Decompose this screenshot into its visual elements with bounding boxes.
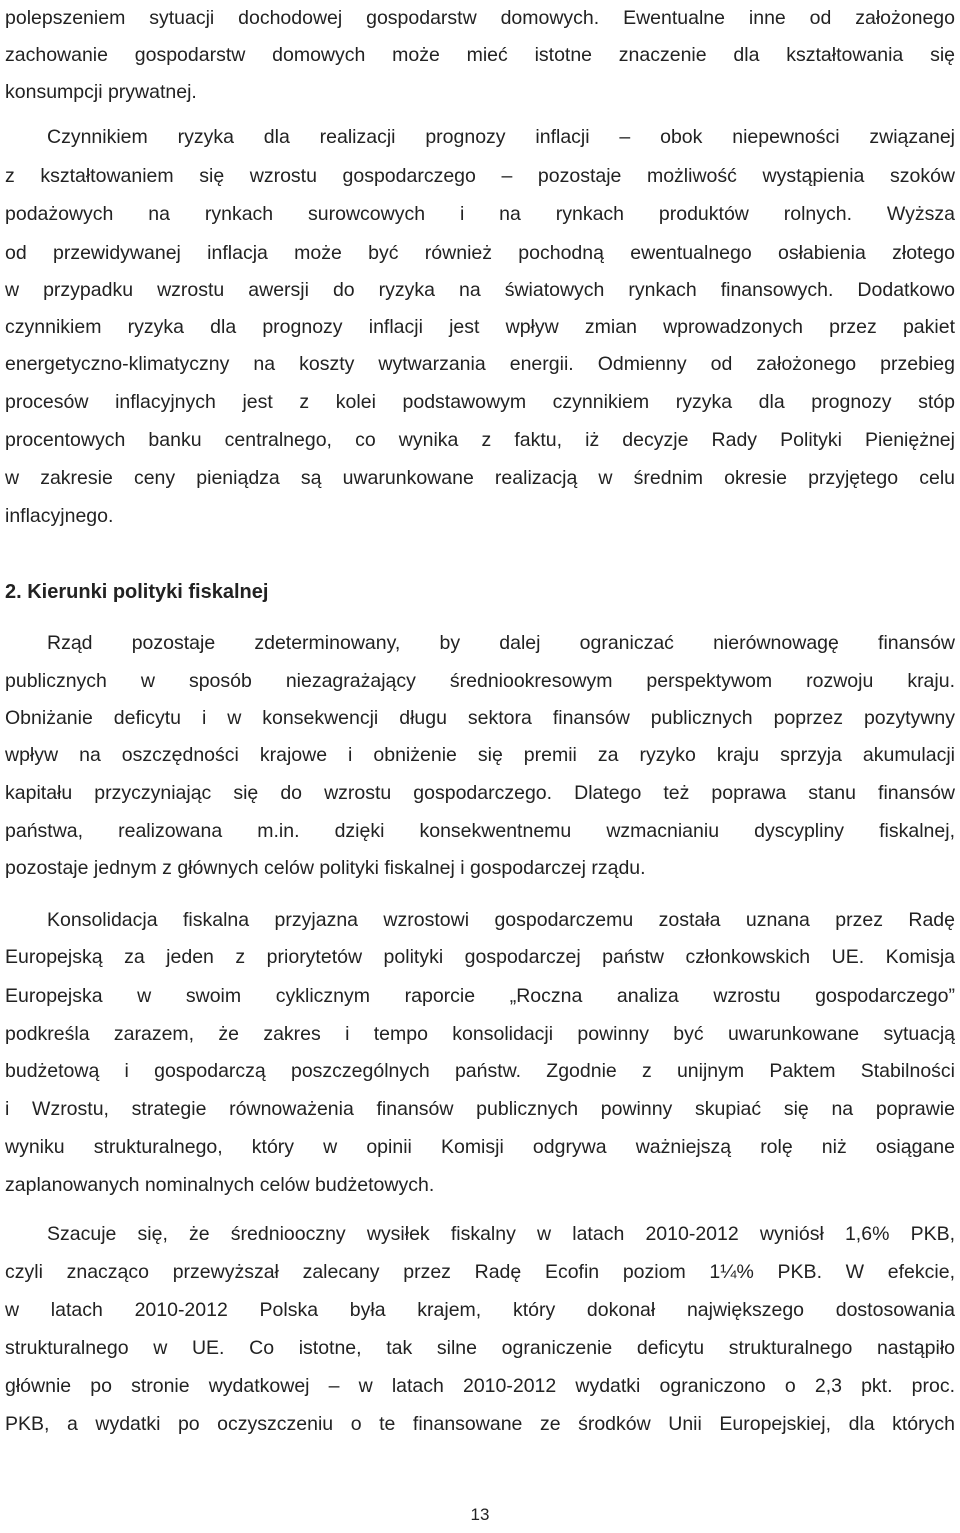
text-line: i Wzrostu, strategie równoważenia finansów publicznych powinny skupiać się na poprawie [5, 1098, 955, 1120]
text-line: Czynnikiem ryzyka dla realizacji prognozy inflacji – obok niepewności związanej [47, 126, 955, 148]
text-line: procesów inflacyjnych jest z kolei podstawowym czynnikiem ryzyka dla prognozy stóp [5, 391, 955, 413]
text-line: procentowych banku centralnego, co wynika z faktu, iż decyzje Rady Polityki Pieniężnej [5, 429, 955, 451]
text-line: Konsolidacja fiskalna przyjazna wzrostowi gospodarczemu została uznana przez Radę [47, 909, 955, 931]
text-line: Obniżanie deficytu i w konsekwencji długu sektora finansów publicznych poprzez pozytywny [5, 707, 955, 729]
text-line: strukturalnego w UE. Co istotne, tak silne ograniczenie deficytu strukturalnego nastąpiło [5, 1337, 955, 1359]
page-number: 13 [470, 1505, 490, 1524]
text-line: Szacuje się, że średniooczny wysiłek fiskalny w latach 2010-2012 wyniósł 1,6% PKB, [47, 1223, 955, 1245]
text-line: zaplanowanych nominalnych celów budżetowych. [5, 1174, 435, 1196]
text-line: czyli znacząco przewyższał zalecany przez Radę Ecofin poziom 1¼% PKB. W efekcie, [5, 1261, 955, 1283]
text-line: energetyczno-klimatyczny na koszty wytwarzania energii. Odmienny od założonego przebieg [5, 353, 955, 375]
text-line: podażowych na rynkach surowcowych i na rynkach produktów rolnych. Wyższa [5, 203, 955, 225]
text-line: w latach 2010-2012 Polska była krajem, który dokonał największego dostosowania [5, 1299, 955, 1321]
text-line: budżetową i gospodarczą poszczególnych państw. Zgodnie z unijnym Paktem Stabilności [5, 1060, 955, 1082]
text-line: z kształtowaniem się wzrostu gospodarczego – pozostaje możliwość wystąpienia szoków [5, 165, 955, 187]
text-line: Europejską za jeden z priorytetów polityki gospodarczej państw członkowskich UE. Komisja [5, 946, 955, 968]
text-line: od przewidywanej inflacja może być również pochodną ewentualnego osłabienia złotego [5, 242, 955, 264]
text-line: w zakresie ceny pieniądza są uwarunkowane realizacją w średnim okresie przyjętego celu [5, 467, 955, 489]
text-line: konsumpcji prywatnej. [5, 81, 197, 103]
text-line: głównie po stronie wydatkowej – w latach 2010-2012 wydatki ograniczono o 2,3 pkt. proc. [5, 1375, 955, 1397]
text-line: podkreśla zarazem, że zakres i tempo konsolidacji powinny być uwarunkowane sytuacją [5, 1023, 955, 1045]
text-line: czynnikiem ryzyka dla prognozy inflacji jest wpływ zmian wprowadzonych przez pakiet [5, 316, 955, 338]
text-line: pozostaje jednym z głównych celów polityki fiskalnej i gospodarczej rządu. [5, 857, 646, 879]
text-line: PKB, a wydatki po oczyszczeniu o te finansowane ze środków Unii Europejskiej, dla których [5, 1413, 955, 1435]
text-line: zachowanie gospodarstw domowych może mieć istotne znaczenie dla kształtowania się [5, 44, 955, 66]
text-line: polepszeniem sytuacji dochodowej gospodarstw domowych. Ewentualne inne od założonego [5, 7, 955, 29]
text-line: Europejska w swoim cyklicznym raporcie „Roczna analiza wzrostu gospodarczego” [5, 985, 955, 1007]
text-line: państwa, realizowana m.in. dzięki konsekwentnemu wzmacnianiu dyscypliny fiskalnej, [5, 820, 955, 842]
text-line: wpływ na oszczędności krajowe i obniżenie się premii za ryzyko kraju sprzyja akumulacji [5, 744, 955, 766]
section-heading: 2. Kierunki polityki fiskalnej [5, 581, 269, 603]
text-line: kapitału przyczyniając się do wzrostu gospodarczego. Dlatego też poprawa stanu finansów [5, 782, 955, 804]
text-line: w przypadku wzrostu awersji do ryzyka na światowych rynkach finansowych. Dodatkowo [5, 279, 955, 301]
text-line: inflacyjnego. [5, 505, 114, 527]
text-line: publicznych w sposób niezagrażający średniookresowym perspektywom rozwoju kraju. [5, 670, 955, 692]
text-line: Rząd pozostaje zdeterminowany, by dalej ograniczać nierównowagę finansów [47, 632, 955, 654]
text-line: wyniku strukturalnego, który w opinii Komisji odgrywa ważniejszą rolę niż osiągane [5, 1136, 955, 1158]
